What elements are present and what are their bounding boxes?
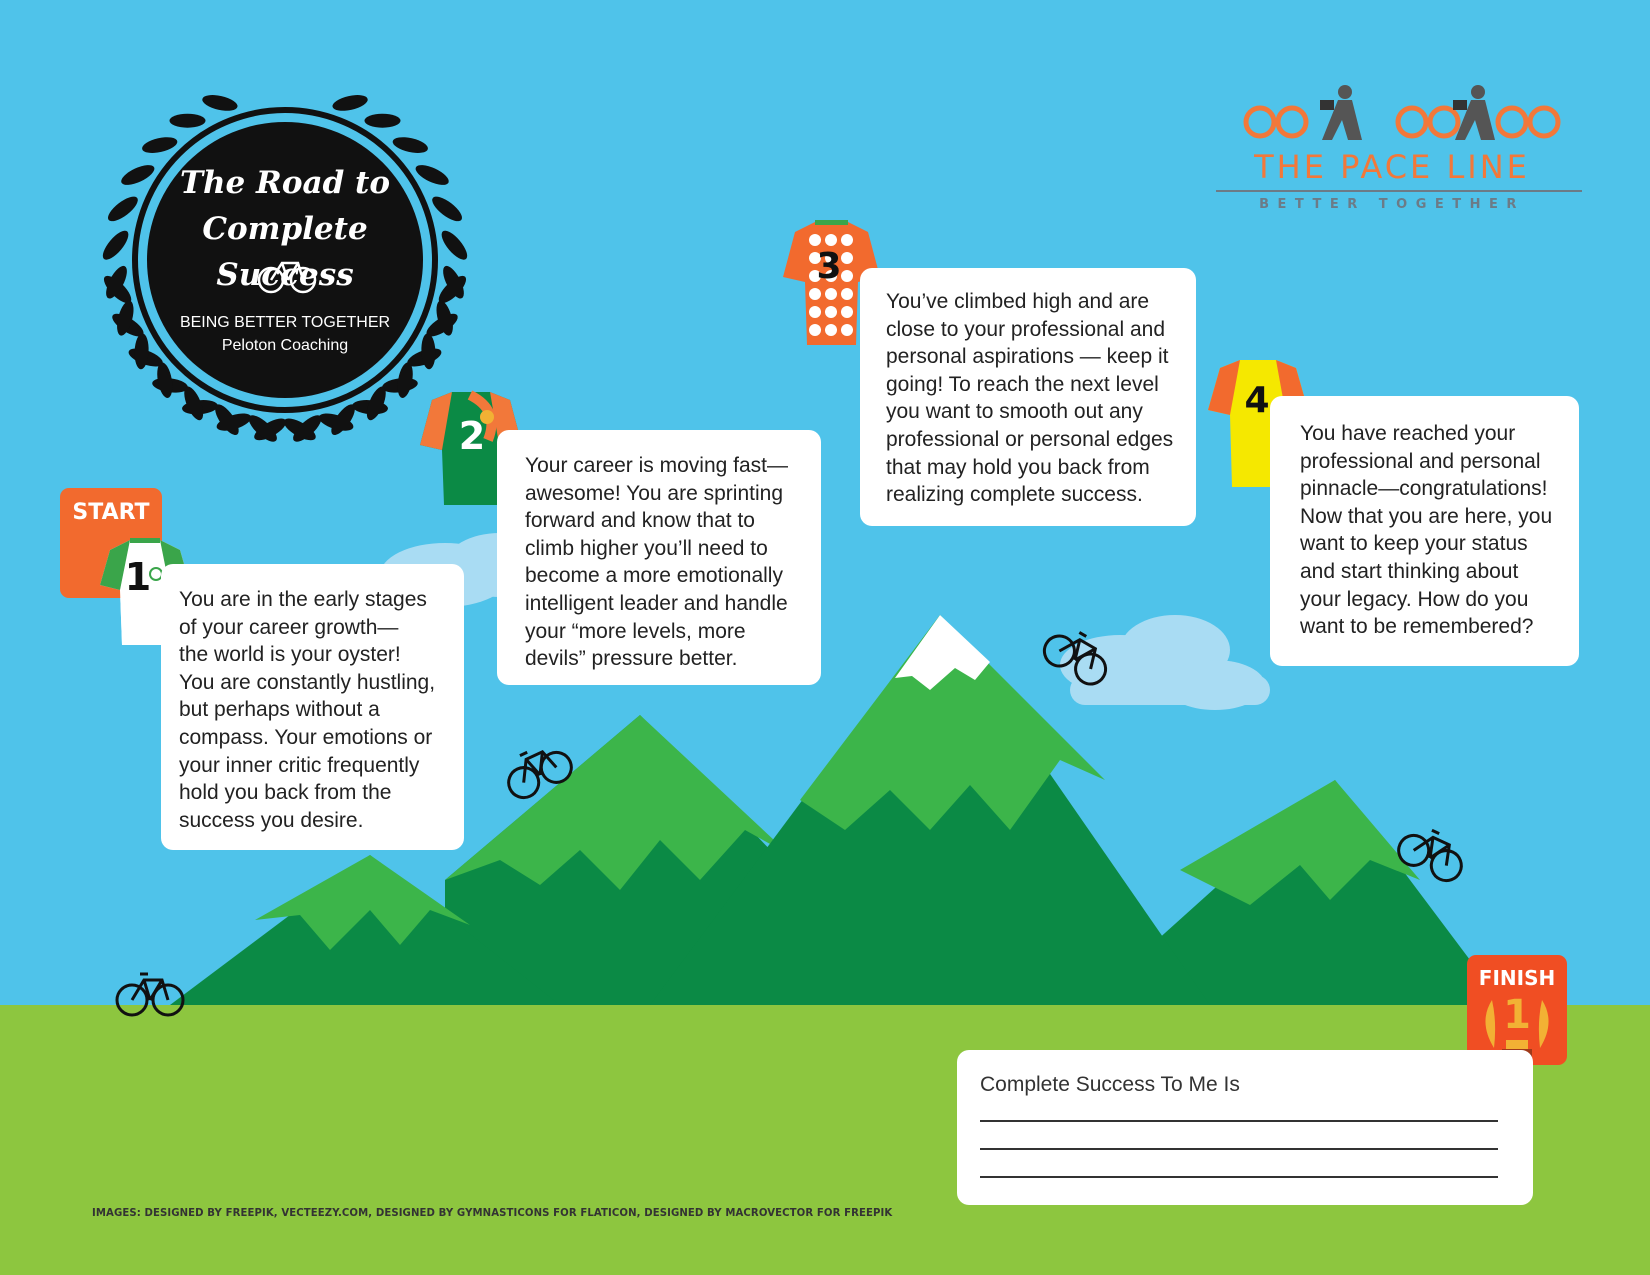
laurel-leaf: [170, 114, 206, 128]
brand-tagline: BETTER TOGETHER: [1259, 197, 1525, 212]
stage-1-line: the world is your oyster!: [179, 643, 401, 667]
jersey-dot: [825, 306, 837, 318]
stage-3-line: going! To reach the next level: [886, 372, 1159, 396]
jersey-dot: [841, 234, 853, 246]
stage-3-line: close to your professional and: [886, 317, 1165, 341]
stage-1-line: success you desire.: [179, 808, 364, 832]
stage-2-line: become a more emotionally: [525, 564, 783, 588]
stage-3-line: that may hold you back from: [886, 455, 1150, 479]
jersey-dot: [809, 288, 821, 300]
title-line-2: Complete Success: [202, 211, 368, 293]
laurel-leaf: [365, 114, 401, 128]
stage-4-card: [1270, 396, 1579, 666]
jersey-dot: [809, 234, 821, 246]
stage-4-line: your legacy. How do you: [1300, 587, 1529, 611]
stage-4-line: want to keep your status: [1300, 532, 1528, 556]
stage-1-line: of your career growth—: [179, 615, 399, 639]
stage-3-line: professional or personal edges: [886, 427, 1174, 451]
jersey-4-number: 4: [1244, 380, 1270, 421]
trophy-number: 1: [1503, 992, 1531, 1038]
brand-name: THE PACE LINE: [1254, 148, 1530, 186]
jersey-dot: [825, 288, 837, 300]
image-credits: IMAGES: DESIGNED BY FREEPIK, VECTEEZY.COM, DESIGNED BY GYMNASTICONS FOR FLATICON, DESIGNED BY MACROVECTOR FOR FREEPIK: [92, 1206, 893, 1219]
stage-1-card: [161, 564, 464, 850]
jersey-2-number: 2: [458, 414, 486, 458]
stage-4-line: pinnacle—congratulations!: [1300, 477, 1548, 501]
stage-1-line: You are in the early stages: [179, 588, 427, 611]
stage-2-line: climb higher you’ll need to: [525, 536, 768, 560]
writing-line-2[interactable]: [980, 1148, 1498, 1150]
jersey-1-number: 1: [124, 555, 152, 599]
start-label: START: [72, 500, 150, 525]
writing-line-3[interactable]: [980, 1176, 1498, 1178]
stage-3-line: You’ve climbed high and are: [886, 290, 1150, 313]
stage-4-line: professional and personal: [1300, 449, 1541, 473]
stage-3-line: personal aspirations — keep it: [886, 345, 1169, 369]
stage-2-line: devils” pressure better.: [525, 647, 738, 671]
stage-3-line: you want to smooth out any: [886, 400, 1143, 424]
complete-success-label: Complete Success To Me Is: [980, 1073, 1240, 1096]
stage-3-line: realizing complete success.: [886, 483, 1143, 507]
stage-1-line: but perhaps without a: [179, 698, 380, 722]
stage-1-line: You are constantly hustling,: [179, 670, 436, 694]
stage-1-line: hold you back from the: [179, 781, 392, 805]
stage-4-line: Now that you are here, you: [1300, 504, 1553, 528]
stage-4-line: and start thinking about: [1300, 559, 1519, 583]
stage-1-line: compass. Your emotions or: [179, 725, 433, 749]
stage-2-line: awesome! You are sprinting: [525, 481, 783, 505]
stage-2-line: forward and know that to: [525, 509, 755, 533]
jersey-dot: [809, 306, 821, 318]
stage-3-card: [860, 268, 1196, 526]
stage-1-line: your inner critic frequently: [179, 753, 420, 777]
page-title: [140, 160, 430, 298]
jersey-dot: [825, 324, 837, 336]
jersey-dot: [841, 288, 853, 300]
finish-label: FINISH: [1478, 966, 1556, 990]
jersey-3-number: 3: [816, 246, 842, 287]
stage-4-line: want to be remembered?: [1300, 615, 1534, 639]
stage-2-line: intelligent leader and handle: [525, 591, 788, 615]
jersey-dot: [809, 324, 821, 336]
stage-2-line: your “more levels, more: [525, 619, 746, 643]
jersey-dot: [841, 324, 853, 336]
emblem-coaching: Peloton Coaching: [221, 337, 349, 354]
stage-2-card: [497, 430, 821, 685]
jersey-dot: [841, 306, 853, 318]
emblem-subtitle: BEING BETTER TOGETHER: [179, 314, 391, 331]
brand-divider: [1216, 190, 1582, 192]
writing-line-1[interactable]: [980, 1120, 1498, 1122]
jersey-dot: [825, 234, 837, 246]
title-line-1: The Road to: [179, 165, 391, 201]
stage-4-line: You have reached your: [1300, 422, 1516, 445]
stage-2-line: Your career is moving fast—: [525, 454, 789, 477]
